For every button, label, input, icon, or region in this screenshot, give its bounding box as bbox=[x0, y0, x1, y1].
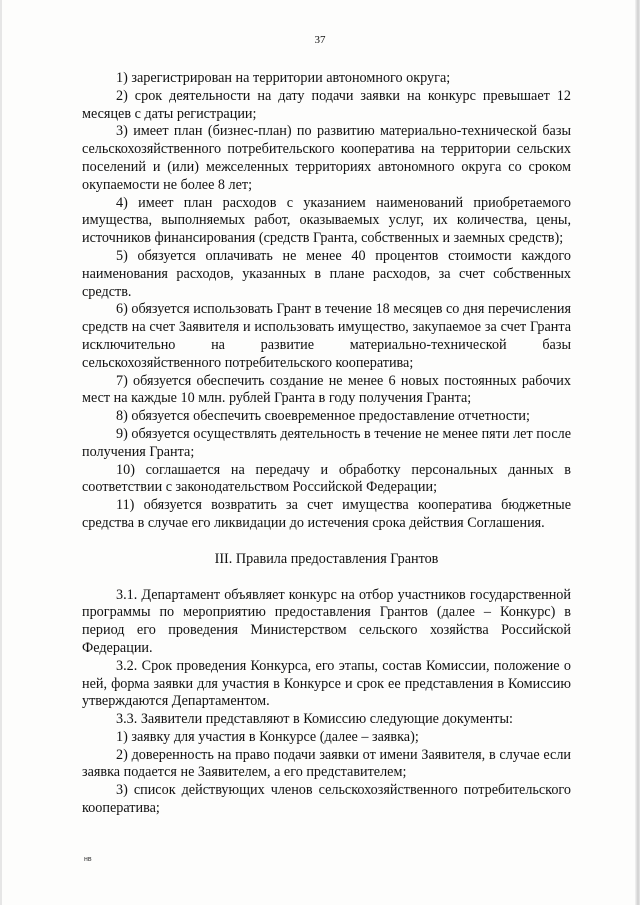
list-item: 8) обязуется обеспечить своевременное предоставление отчетности; bbox=[116, 408, 530, 425]
list-item: 6) обязуется использовать Грант в течение 18 месяцев со дня перечисления средств на счет Заявителя и использовать имущество, закупаемое за счет Гранта исключительно на развитие материально-технической базы сельскохозяйственного потребительского кооператива; bbox=[82, 301, 571, 371]
list-item: 1) зарегистрирован на территории автономного округа; bbox=[116, 70, 451, 86]
list-item: 5) обязуется оплачивать не менее 40 процентов стоимости каждого наименования расходов, указанных в плане расходов, за счет собственных средств. bbox=[82, 247, 571, 300]
section-paragraph: 3) список действующих членов сельскохозяйственного потребительского кооператива; bbox=[82, 782, 571, 817]
section-paragraph: 2) доверенность на право подачи заявки от имени Заявителя, в случае если заявка подается не Заявителем, а его представителем; bbox=[82, 746, 571, 781]
list-item: 9) обязуется осуществлять деятельность в течение не менее пяти лет после получения Гранта; bbox=[82, 425, 571, 460]
section-paragraph: 3.1. Департамент объявляет конкурс на отбор участников государственной программы по мероприятию предоставления Грантов (далее – Конкурс) в период его проведения Министерством сельского хозяйства Российской Федерации. bbox=[82, 586, 571, 656]
list-item: 11) обязуется возвратить за счет имущества кооператива бюджетные средства в случае его ликвидации до истечения срока действия Соглашения. bbox=[82, 497, 571, 531]
footer-mark: нв bbox=[84, 856, 92, 863]
section-paragraph: 3.2. Срок проведения Конкурса, его этапы, состав Комиссии, положение о ней, форма заявки для участия в Конкурсе и срок ее представления в Комиссию утверждаются Департаментом. bbox=[82, 657, 571, 710]
page-left-edge bbox=[0, 0, 2, 905]
list-item: 7) обязуется обеспечить создание не менее 6 новых постоянных рабочих мест на каждые 10 млн. рублей Гранта в году получения Гранта; bbox=[82, 372, 571, 407]
section-paragraph: 1) заявку для участия в Конкурсе (далее – заявка); bbox=[116, 728, 419, 745]
list-item: 4) имеет план расходов с указанием наименований приобретаемого имущества, выполняемых работ, оказываемых услуг, их количества, цены, источников финансирования (средств Гранта, собственных и заемных средств); bbox=[82, 194, 571, 247]
page-right-edge bbox=[635, 0, 640, 905]
section-heading: III. Правила предоставления Грантов bbox=[214, 550, 439, 567]
list-item: 2) срок деятельности на дату подачи заявки на конкурс превышает 12 месяцев с даты регистрации; bbox=[82, 87, 571, 122]
list-item: 10) соглашается на передачу и обработку персональных данных в соответствии с законодательством Российской Федерации; bbox=[82, 461, 571, 496]
list-item: 3) имеет план (бизнес-план) по развитию материально-технической базы сельскохозяйственного потребительского кооператива на территории сельских поселений и (или) межселенных территориях автономного округа со сроком окупаемости не более 8 лет; bbox=[82, 123, 571, 193]
page-number: 37 bbox=[314, 34, 326, 46]
section-paragraph: 3.3. Заявители представляют в Комиссию следующие документы: bbox=[116, 711, 513, 728]
document-body bbox=[82, 70, 571, 818]
